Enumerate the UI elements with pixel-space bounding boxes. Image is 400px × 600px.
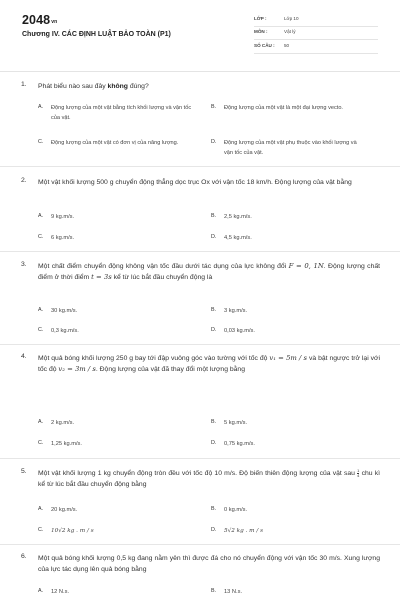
question-number: 3. <box>21 261 27 268</box>
question-number: 5. <box>21 468 27 475</box>
meta-subject: MÔN : Vật lý <box>254 27 378 40</box>
force-formula: F = 0, 1N <box>288 262 324 270</box>
velocity-2-formula: v₂ = 3m / s <box>58 365 96 373</box>
time-formula: t = 3s <box>91 273 112 281</box>
site-logo[interactable]: 2048vn <box>22 13 58 27</box>
question-number: 1. <box>21 81 27 88</box>
velocity-1-formula: v₁ = 5m / s <box>269 354 308 362</box>
question-text: Một quả bóng khối lượng 250 g bay tới đập vuông góc vào tường với tốc độ v₁ = 5m / s và bật ngược trở lại với tốc độ v₂ = 3m / s. Động lượng của vật đã thay đổi một lượng bằng <box>38 354 381 373</box>
meta-class: LỚP : Lớp 10 <box>254 14 378 27</box>
question-number: 2. <box>21 177 27 184</box>
question-text: Phát biểu nào sau đây không đúng? <box>38 83 149 90</box>
question-text: Một quả bóng khối lượng 0,5 kg đang nằm yên thì được đá cho nó chuyển động với vận tốc 30 m/s. Xung lượng của lực tác dụng lên quả bóng bằng <box>38 555 380 573</box>
chapter-title: Chương IV. CÁC ĐỊNH LUẬT BẢO TOÀN (P1) <box>22 31 171 38</box>
meta-question-count: SỐ CÂU : 50 <box>254 41 378 54</box>
question-divider <box>0 251 400 252</box>
question-text: Một chất điểm chuyển động không vận tốc đầu dưới tác dụng của lực không đổi F = 0, 1N. Động lượng chất điểm ở thời điểm t = 3s kể từ lúc bắt đầu chuyển động là <box>38 262 381 281</box>
question-divider <box>0 166 400 167</box>
question-text: Một vật khối lượng 500 g chuyển động thẳng dọc trục Ox với vận tốc 18 km/h. Động lượng của vật bằng <box>38 179 352 186</box>
question-number: 6. <box>21 553 27 560</box>
question-text: Một vật khối lượng 1 kg chuyển động tròn đều với tốc độ 10 m/s. Độ biến thiên động lượng của vật sau $\frac{1}{4}$ chu kì kể từ lúc bắt đầu chuyển động bằng <box>38 467 380 488</box>
question-number: 4. <box>21 353 27 360</box>
question-divider <box>0 344 400 345</box>
header-divider <box>0 71 400 72</box>
quarter-fraction: $\frac{1}{4}$ <box>357 467 360 478</box>
question-divider <box>0 544 400 545</box>
page-header <box>0 0 400 72</box>
question-divider <box>0 458 400 459</box>
